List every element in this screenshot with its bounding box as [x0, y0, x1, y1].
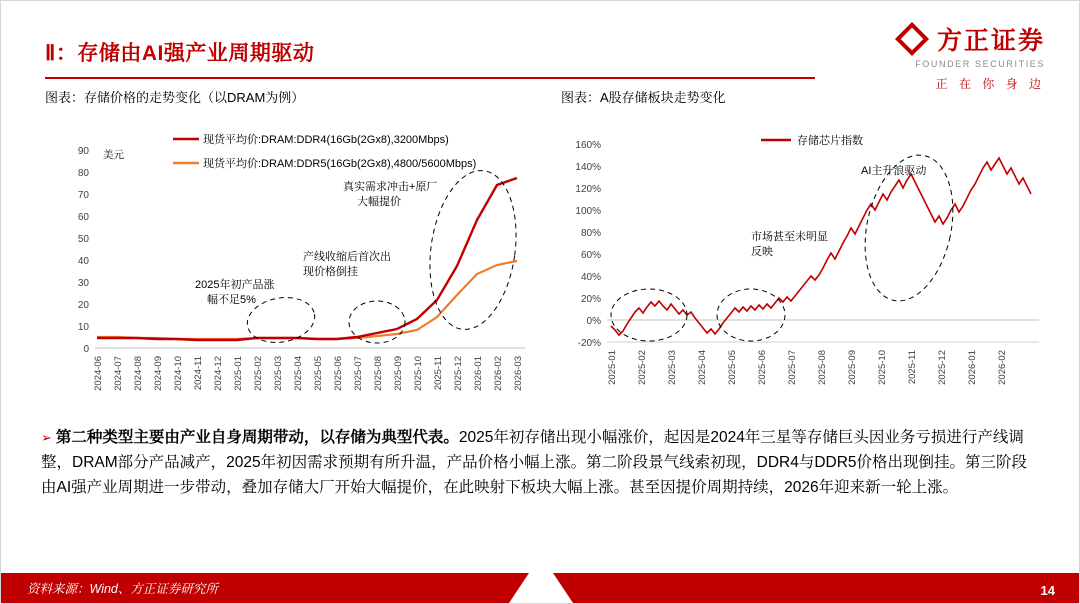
svg-text:40%: 40% — [580, 272, 601, 283]
svg-text:50: 50 — [77, 234, 89, 245]
svg-text:2026-01: 2026-01 — [473, 356, 484, 391]
right-chart-caption: 图表：A股存储板块走势变化 — [561, 90, 726, 105]
svg-text:2024-10: 2024-10 — [173, 356, 184, 391]
svg-text:2025-03: 2025-03 — [273, 356, 284, 391]
svg-text:2025-11: 2025-11 — [433, 356, 444, 391]
logo-english-text: FOUNDER SECURITIES — [915, 59, 1045, 69]
svg-text:2025-04: 2025-04 — [697, 350, 708, 385]
svg-text:2025-09: 2025-09 — [393, 356, 404, 391]
svg-text:80%: 80% — [580, 228, 601, 239]
svg-text:160%: 160% — [575, 140, 601, 151]
svg-text:0%: 0% — [586, 316, 601, 327]
footer-notch — [509, 573, 573, 603]
logo-tagline-text: 正 在 你 身 边 — [935, 77, 1045, 91]
left-chart-svg — [45, 110, 545, 420]
svg-text:2025-02: 2025-02 — [253, 356, 264, 391]
page-number: 14 — [1040, 583, 1055, 598]
svg-text:0: 0 — [83, 344, 89, 355]
title-underline — [45, 77, 815, 79]
svg-text:2026-02: 2026-02 — [493, 356, 504, 391]
right-chart-svg — [561, 110, 1061, 420]
slide-header — [1, 1, 1079, 91]
right-chart-x-axis — [607, 350, 1008, 385]
svg-text:2025-02: 2025-02 — [637, 350, 648, 385]
svg-text:2024-12: 2024-12 — [213, 356, 224, 391]
svg-text:140%: 140% — [575, 162, 601, 173]
left-chart-x-axis — [93, 356, 524, 391]
right-annotation-1: AI主升浪驱动 — [861, 165, 927, 177]
legend-label-ddr5: 现货平均价:DRAM:DDR5(16Gb(2Gx8),4800/5600Mbps) — [203, 158, 477, 170]
svg-text:2026-03: 2026-03 — [513, 356, 524, 391]
svg-text:2025-10: 2025-10 — [413, 356, 424, 391]
svg-text:2024-08: 2024-08 — [133, 356, 144, 391]
left-annotation-2-line1: 产线收缩后首次出 — [303, 251, 391, 263]
svg-text:30: 30 — [77, 278, 89, 289]
right-annot-ellipse-1 — [611, 289, 687, 341]
svg-text:2025-11: 2025-11 — [907, 350, 918, 385]
svg-text:2025-06: 2025-06 — [757, 350, 768, 385]
left-annotation-1-line1: 真实需求冲击+原厂 — [343, 181, 438, 193]
company-logo — [855, 21, 1045, 91]
svg-text:2025-05: 2025-05 — [313, 356, 324, 391]
right-chart-panel — [561, 87, 1061, 420]
right-annotation-2-line1: 市场甚至未明显 — [751, 231, 828, 243]
svg-text:2025-01: 2025-01 — [607, 350, 618, 385]
legend-label-ddr4: 现货平均价:DRAM:DDR4(16Gb(2Gx8),3200Mbps) — [203, 134, 449, 146]
svg-text:2025-03: 2025-03 — [667, 350, 678, 385]
bullet-arrow-icon: ➢ — [41, 430, 52, 445]
svg-text:2024-09: 2024-09 — [153, 356, 164, 391]
left-chart — [45, 110, 525, 420]
logo-name-text: 方正证券 — [936, 27, 1045, 55]
svg-text:80: 80 — [77, 168, 89, 179]
svg-text:90: 90 — [77, 146, 89, 157]
svg-text:2025-07: 2025-07 — [787, 350, 798, 385]
svg-text:2025-10: 2025-10 — [877, 350, 888, 385]
right-annot-ellipse-2 — [717, 289, 785, 341]
svg-text:2024-06: 2024-06 — [93, 356, 104, 391]
slide-title-text: Ⅱ：存储由AI强产业周期驱动 — [45, 42, 315, 65]
body-bold-lead: 第二种类型主要由产业自身周期带动，以存储为典型代表。 — [55, 429, 459, 446]
right-annotation-2-line2: 反映 — [751, 246, 773, 258]
left-chart-legend — [173, 132, 476, 170]
body-paragraph — [41, 425, 1041, 500]
right-chart-y-axis — [575, 140, 601, 349]
svg-text:2025-12: 2025-12 — [453, 356, 464, 391]
logo-main — [855, 21, 1045, 57]
svg-text:2025-08: 2025-08 — [817, 350, 828, 385]
body-rest-text: 2025年初存储出现小幅涨价，起因是2024年三星等存储巨头因业务亏损进行产线调整，DRAM部分产品减产，2025年初因需求预期有所升温，产品价格小幅上涨。第二阶段景气线索初现，DDR4与DDR5价格出现倒挂。第三阶段由AI强产业周期进一步带动，叠加存储大厂开始大幅提价，在此映射下板块大幅上涨。甚至因提价周期持续，2026年迎来新一轮上涨。 — [41, 429, 1028, 497]
svg-text:2025-06: 2025-06 — [333, 356, 344, 391]
legend-label-index: 存储芯片指数 — [797, 135, 863, 147]
left-chart-caption: 图表：存储价格的走势变化（以DRAM为例） — [45, 90, 305, 105]
slide-footer — [1, 573, 1079, 603]
right-chart — [561, 110, 1061, 420]
svg-text:2025-05: 2025-05 — [727, 350, 738, 385]
svg-text:70: 70 — [77, 190, 89, 201]
left-annotation-2-line2: 现价格倒挂 — [303, 266, 358, 278]
svg-text:2024-07: 2024-07 — [113, 356, 124, 391]
left-annotation-3-line2: 幅不足5% — [207, 294, 256, 306]
left-chart-panel — [45, 87, 525, 420]
svg-text:2025-12: 2025-12 — [937, 350, 948, 385]
svg-text:2024-11: 2024-11 — [193, 356, 204, 391]
svg-text:10: 10 — [77, 322, 89, 333]
svg-text:120%: 120% — [575, 184, 601, 195]
svg-text:20: 20 — [77, 300, 89, 311]
svg-text:2025-08: 2025-08 — [373, 356, 384, 391]
left-chart-y-axis — [78, 146, 90, 355]
left-chart-unit: 美元 — [103, 149, 124, 161]
svg-text:40: 40 — [77, 256, 89, 267]
left-annotation-1-line2: 大幅提价 — [357, 196, 401, 208]
right-chart-legend — [761, 133, 863, 147]
svg-text:2026-01: 2026-01 — [967, 350, 978, 385]
svg-text:20%: 20% — [580, 294, 601, 305]
svg-text:2025-04: 2025-04 — [293, 356, 304, 391]
svg-text:2025-09: 2025-09 — [847, 350, 858, 385]
svg-text:60%: 60% — [580, 250, 601, 261]
svg-text:2025-01: 2025-01 — [233, 356, 244, 391]
page-title — [45, 37, 314, 67]
svg-text:2025-07: 2025-07 — [353, 356, 364, 391]
svg-text:2026-02: 2026-02 — [997, 350, 1008, 385]
left-annotation-3-line1: 2025年初产品涨 — [195, 279, 275, 291]
svg-text:100%: 100% — [575, 206, 601, 217]
source-note: 资料来源：Wind、方正证券研究所 — [27, 582, 218, 596]
founder-diamond-icon — [895, 22, 929, 56]
svg-text:60: 60 — [77, 212, 89, 223]
svg-text:-20%: -20% — [577, 338, 601, 349]
